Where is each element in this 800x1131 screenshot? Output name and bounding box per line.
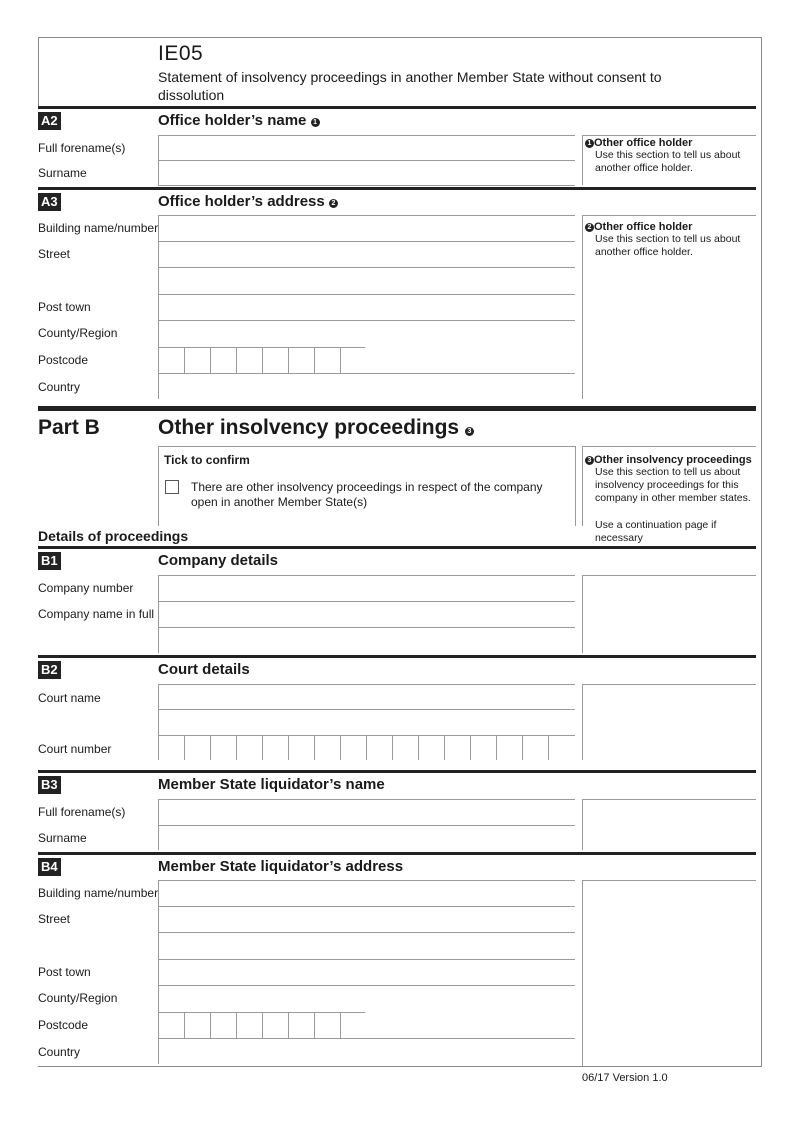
field-divider: [158, 799, 159, 850]
section-rule: [38, 546, 756, 549]
field-label-liquidator-building: Building name/number: [38, 886, 159, 900]
panel-rule: [158, 446, 575, 447]
note-rule: [582, 684, 756, 685]
field-label-building: Building name/number: [38, 221, 159, 235]
field-line: [158, 799, 575, 800]
version-footer: 06/17 Version 1.0: [582, 1072, 668, 1084]
note-divider: [582, 684, 583, 760]
street-input-line2[interactable]: [158, 294, 575, 295]
liquidator-post-town-input[interactable]: [158, 985, 575, 986]
liquidator-surname-input[interactable]: [158, 826, 575, 850]
note-part-b-title: Other insolvency proceedings: [594, 454, 752, 466]
field-label-liquidator-post-town: Post town: [38, 965, 91, 979]
form-frame-top: [38, 37, 761, 38]
section-title-b3: Member State liquidator’s name: [158, 776, 385, 793]
field-label-post-town: Post town: [38, 300, 91, 314]
field-label-liquidator-street: Street: [38, 912, 71, 926]
tick-heading: Tick to confirm: [164, 453, 250, 467]
form-frame-right: [761, 37, 762, 1067]
note-marker-2-icon: 2: [585, 223, 594, 232]
note-divider: [582, 880, 583, 1066]
details-heading: Details of proceedings: [38, 528, 189, 544]
note-rule: [582, 135, 756, 136]
form-code: IE05: [158, 42, 204, 65]
section-rule: [38, 655, 756, 658]
form-title: Statement of insolvency proceedings in another Member State without consent to dissolution: [158, 69, 662, 103]
note-divider: [582, 215, 583, 399]
note-rule: [582, 799, 756, 800]
note-rule: [582, 446, 756, 447]
liquidator-street-input-line1[interactable]: [158, 932, 575, 933]
note-part-b-continuation: Use a continuation page if necessary: [595, 519, 717, 544]
panel-left: [158, 446, 159, 526]
part-title: [158, 416, 474, 440]
note-marker-3-icon: 3: [465, 427, 474, 436]
field-line: [158, 684, 575, 685]
field-label-county: County/Region: [38, 326, 118, 340]
field-label-court-number: Court number: [38, 742, 112, 756]
note-a2-text: Use this section to tell us about another office holder.: [595, 149, 741, 174]
field-label-liquidator-postcode: Postcode: [38, 1018, 89, 1032]
confirm-checkbox-label: There are other insolvency proceedings in respect of the company open in another Member State(s): [191, 480, 543, 509]
section-badge-b3: B3: [38, 776, 61, 794]
note-a2-title: Other office holder: [594, 137, 693, 149]
company-number-input[interactable]: [158, 601, 575, 602]
note-marker-3-icon: 3: [585, 456, 594, 465]
field-divider: [158, 684, 159, 760]
field-line: [158, 575, 575, 576]
section-title-a3: [158, 193, 338, 210]
note-marker-1-icon: 1: [585, 139, 594, 148]
note-a3-text: Use this section to tell us about another office holder.: [595, 233, 741, 258]
field-label-company-name: Company name in full: [38, 607, 155, 621]
section-title-b1: Company details: [158, 552, 279, 569]
field-label-liquidator-surname: Surname: [38, 831, 87, 845]
field-divider: [158, 215, 159, 399]
field-label-liquidator-county: County/Region: [38, 991, 118, 1005]
form-frame-bottom: [38, 1066, 761, 1067]
note-a3: [585, 221, 755, 259]
section-rule: [38, 187, 756, 190]
section-rule: [38, 852, 756, 855]
note-marker-1-icon: 1: [311, 118, 320, 127]
note-divider: [582, 446, 583, 526]
note-marker-2-icon: 2: [329, 199, 338, 208]
full-forenames-input[interactable]: [158, 160, 575, 161]
field-label-court-name: Court name: [38, 691, 101, 705]
note-part-b: [585, 454, 757, 545]
note-part-b-text: Use this section to tell us about insolvency proceedings for this company in other member states.: [595, 466, 751, 504]
postcode-input[interactable]: [158, 347, 365, 373]
section-title-b2: Court details: [158, 661, 250, 678]
note-divider: [582, 575, 583, 653]
note-divider: [582, 799, 583, 850]
panel-right: [575, 446, 576, 526]
court-name-input-line1[interactable]: [158, 709, 575, 710]
form-frame-left: [38, 37, 39, 107]
street-input-line1[interactable]: [158, 267, 575, 268]
part-label: Part B: [38, 416, 100, 439]
note-a3-title: Other office holder: [594, 221, 693, 233]
field-divider: [158, 880, 159, 1064]
liquidator-street-input-line2[interactable]: [158, 959, 575, 960]
section-badge-b2: B2: [38, 661, 61, 679]
section-badge-a2: A2: [38, 112, 61, 130]
field-label-surname: Surname: [38, 166, 87, 180]
liquidator-postcode-input[interactable]: [158, 1012, 365, 1038]
note-rule: [582, 880, 756, 881]
section-badge-a3: A3: [38, 193, 61, 211]
post-town-input[interactable]: [158, 320, 575, 321]
field-line: [158, 880, 575, 881]
liquidator-country-input[interactable]: [158, 1039, 575, 1063]
part-title-text: Other insolvency proceedings: [158, 416, 460, 439]
section-title-a2: [158, 112, 320, 129]
field-label-postcode: Postcode: [38, 353, 89, 367]
section-title-b4: Member State liquidator’s address: [158, 858, 404, 875]
note-a2: [585, 137, 755, 175]
country-input[interactable]: [158, 374, 575, 399]
surname-input[interactable]: [158, 185, 575, 186]
field-label-company-number: Company number: [38, 581, 134, 595]
confirm-checkbox[interactable]: [165, 480, 179, 494]
liquidator-building-input[interactable]: [158, 906, 575, 907]
section-badge-b1: B1: [38, 552, 61, 570]
field-line: [158, 135, 575, 136]
note-divider: [582, 135, 583, 185]
field-line: [158, 215, 575, 216]
field-label-liquidator-country: Country: [38, 1045, 81, 1059]
court-number-input[interactable]: [158, 735, 575, 760]
building-input[interactable]: [158, 241, 575, 242]
section-rule: [38, 770, 756, 773]
section-title-a2-text: Office holder’s name: [158, 112, 307, 129]
part-rule: [38, 406, 756, 411]
field-label-liquidator-forenames: Full forename(s): [38, 805, 126, 819]
field-label-street: Street: [38, 247, 71, 261]
note-rule: [582, 575, 756, 576]
field-divider: [158, 135, 159, 186]
field-divider: [158, 575, 159, 653]
note-rule: [582, 215, 756, 216]
section-badge-b4: B4: [38, 858, 61, 876]
section-rule: [38, 106, 756, 109]
field-label-full-forenames: Full forename(s): [38, 141, 126, 155]
company-name-input-line2[interactable]: [158, 628, 575, 653]
field-label-country: Country: [38, 380, 81, 394]
section-title-a3-text: Office holder’s address: [158, 193, 325, 210]
